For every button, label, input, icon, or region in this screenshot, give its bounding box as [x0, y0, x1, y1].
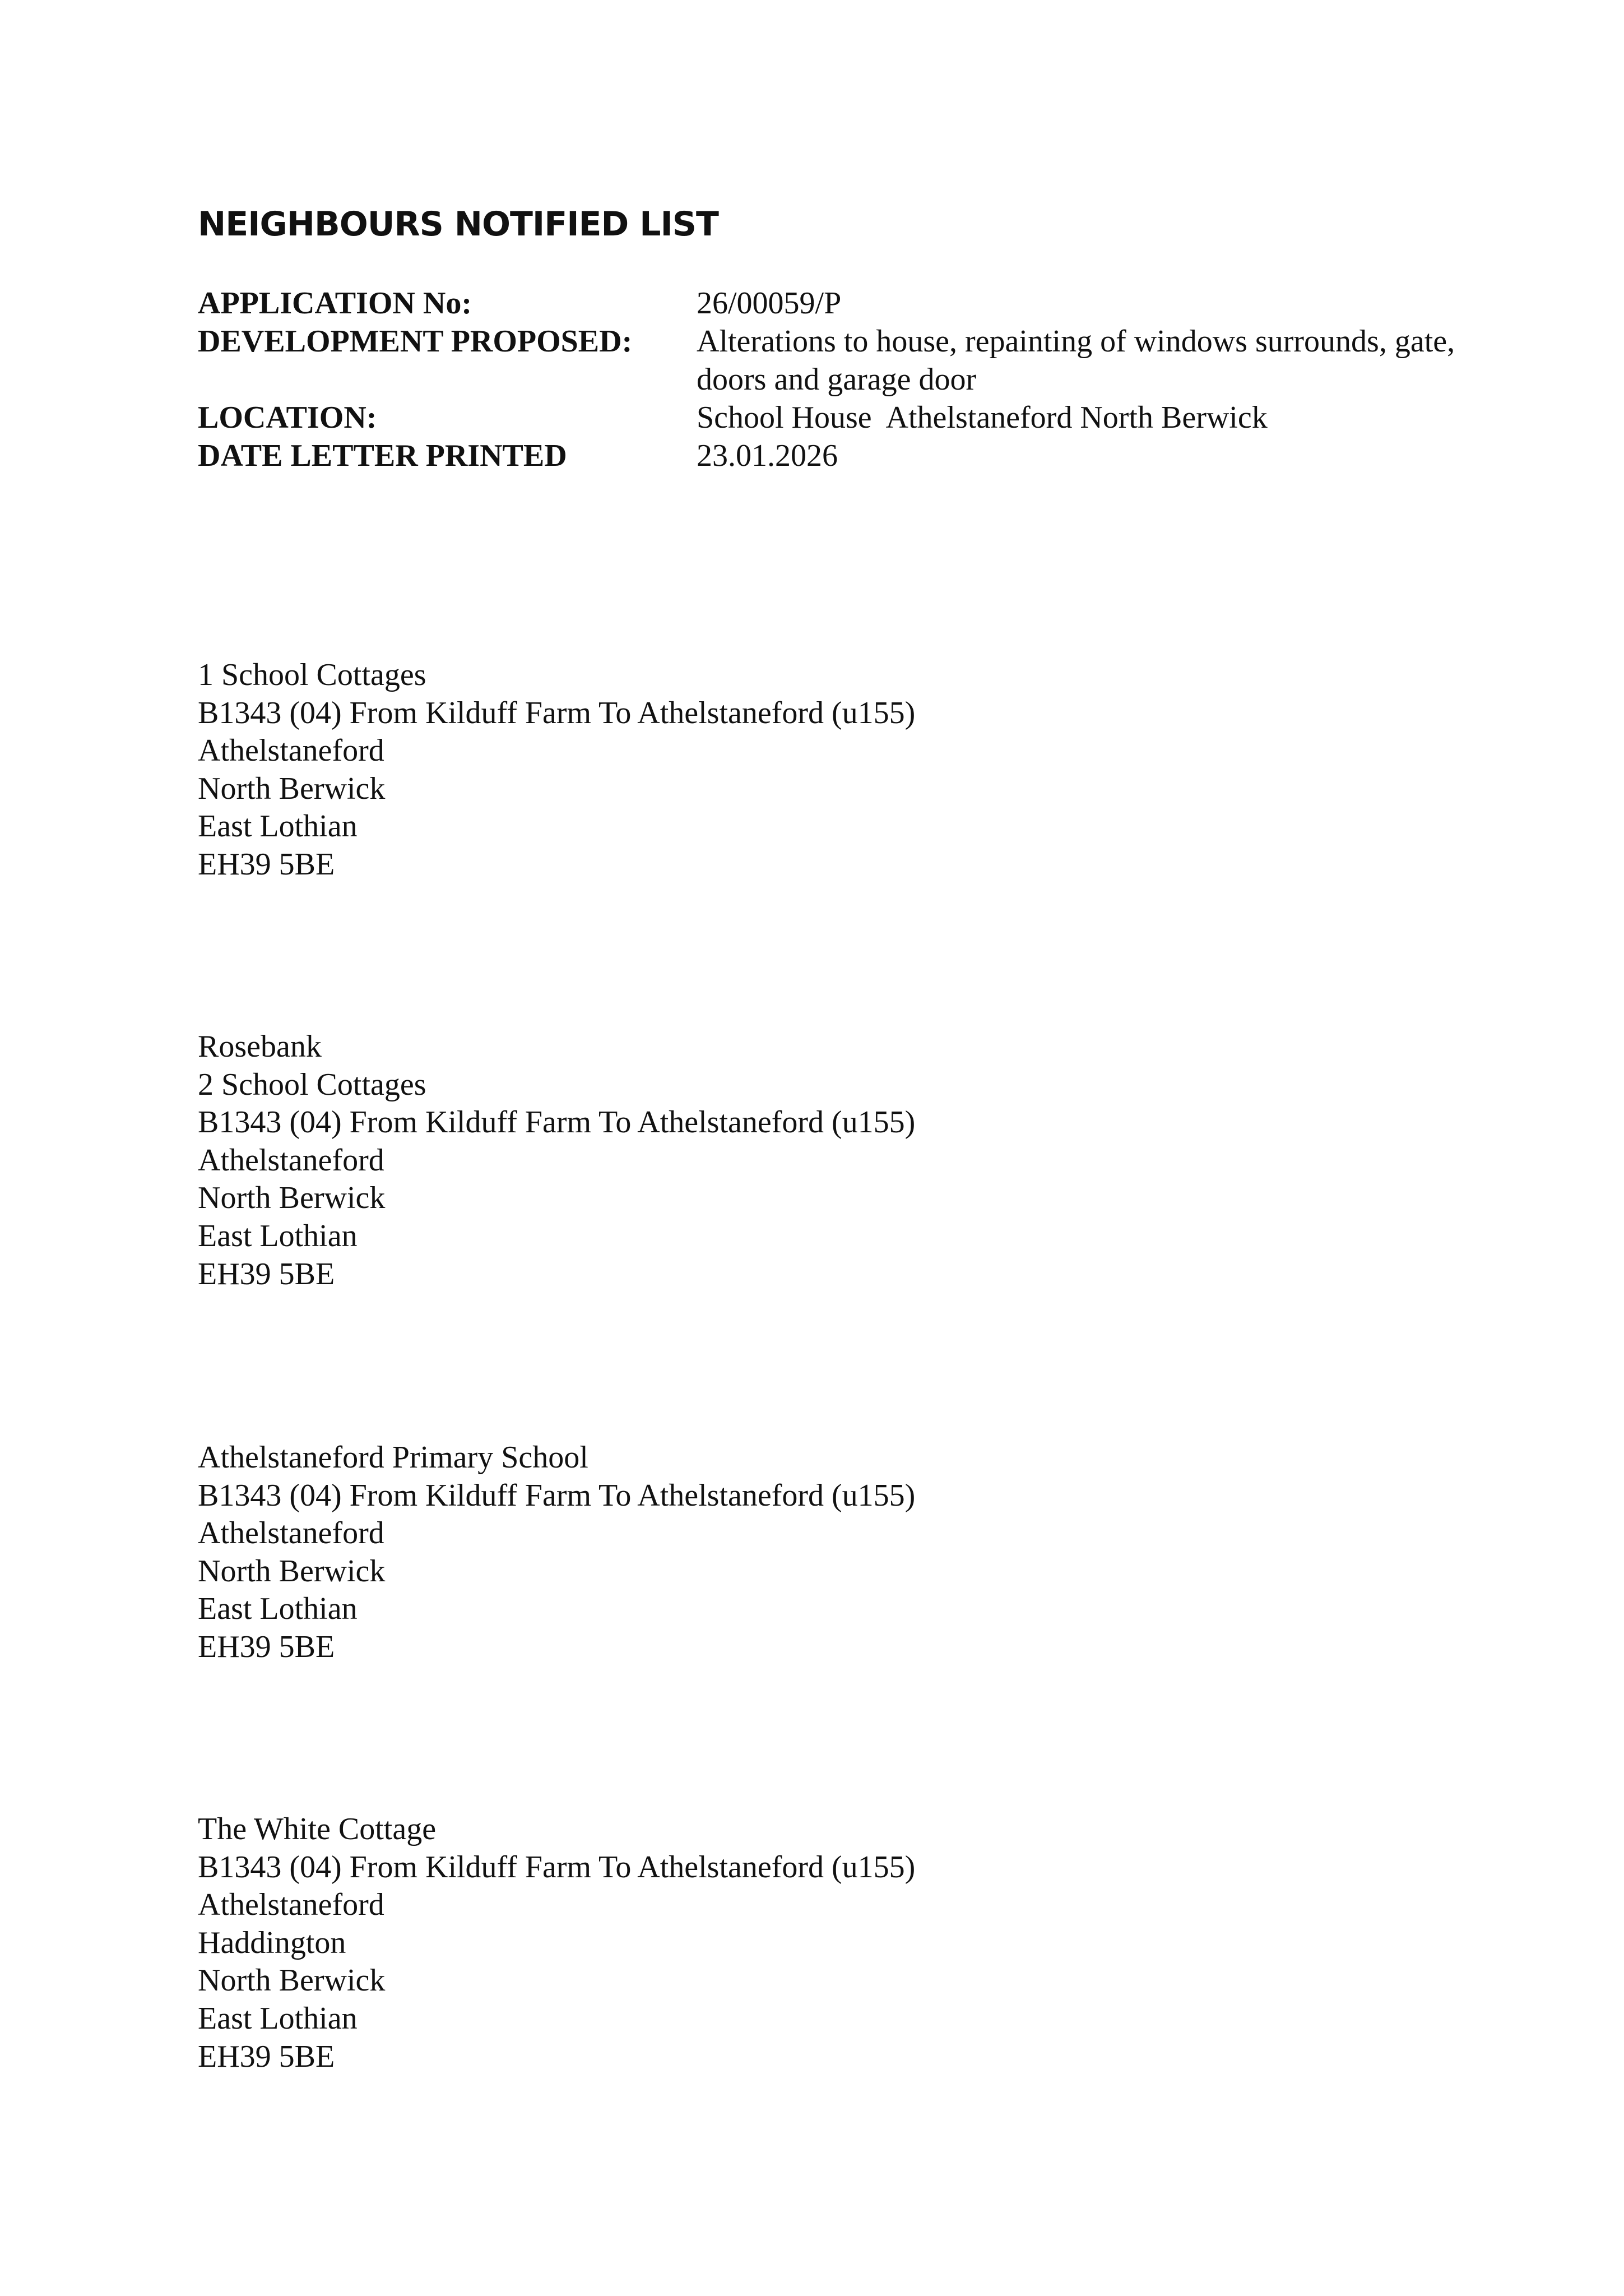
address-line: Rosebank [198, 1029, 322, 1064]
address-line: EH39 5BE [198, 846, 335, 882]
document-title: NEIGHBOURS NOTIFIED LIST [198, 205, 718, 244]
application-details [198, 284, 1520, 475]
address-line: North Berwick [198, 1181, 386, 1216]
neighbour-address [198, 1028, 915, 1293]
application-no-value: 26/00059/P [697, 286, 842, 321]
address-line: 1 School Cottages [198, 658, 426, 692]
address-line: Athelstaneford Primary School [198, 1440, 588, 1475]
application-no-label: APPLICATION No: [198, 286, 472, 321]
location-row [198, 399, 1520, 437]
date-letter-printed-value: 23.01.2026 [697, 438, 838, 473]
application-no-row [198, 284, 1520, 322]
address-line: North Berwick [198, 771, 386, 806]
date-letter-printed-label: DATE LETTER PRINTED [198, 438, 567, 473]
address-line: EH39 5BE [198, 1256, 335, 1292]
address-line: EH39 5BE [198, 2039, 335, 2074]
address-line: B1343 (04) From Kilduff Farm To Athelstaneford (u155) [198, 695, 916, 730]
address-line: B1343 (04) From Kilduff Farm To Athelstaneford (u155) [198, 1478, 916, 1513]
address-line: East Lothian [198, 1218, 358, 1253]
address-line: Haddington [198, 1925, 346, 1960]
location-label: LOCATION: [198, 400, 377, 435]
address-line: North Berwick [198, 1963, 386, 1998]
location-value: School House Athelstaneford North Berwick [697, 400, 1268, 435]
development-proposed-row [198, 322, 1520, 399]
address-line: North Berwick [198, 1553, 386, 1589]
development-proposed-label: DEVELOPMENT PROPOSED: [198, 324, 633, 359]
address-line: Athelstaneford [198, 1142, 384, 1178]
address-line: 2 School Cottages [198, 1067, 426, 1102]
neighbour-address [198, 1439, 915, 1667]
address-line: EH39 5BE [198, 1629, 335, 1664]
address-line: East Lothian [198, 809, 358, 844]
address-line: East Lothian [198, 2001, 358, 2036]
address-line: The White Cottage [198, 1812, 437, 1846]
neighbour-address [198, 1811, 915, 2076]
address-line: B1343 (04) From Kilduff Farm To Athelstaneford (u155) [198, 1849, 916, 1885]
neighbour-address [198, 656, 915, 884]
date-letter-printed-row [198, 437, 1520, 475]
address-line: B1343 (04) From Kilduff Farm To Athelstaneford (u155) [198, 1105, 916, 1140]
address-line: Athelstaneford [198, 733, 384, 769]
address-line: Athelstaneford [198, 1516, 384, 1551]
address-line: East Lothian [198, 1591, 358, 1627]
development-proposed-value: Alterations to house, repainting of windows surrounds, gate, doors and garage door [697, 324, 1463, 397]
address-line: Athelstaneford [198, 1887, 384, 1923]
